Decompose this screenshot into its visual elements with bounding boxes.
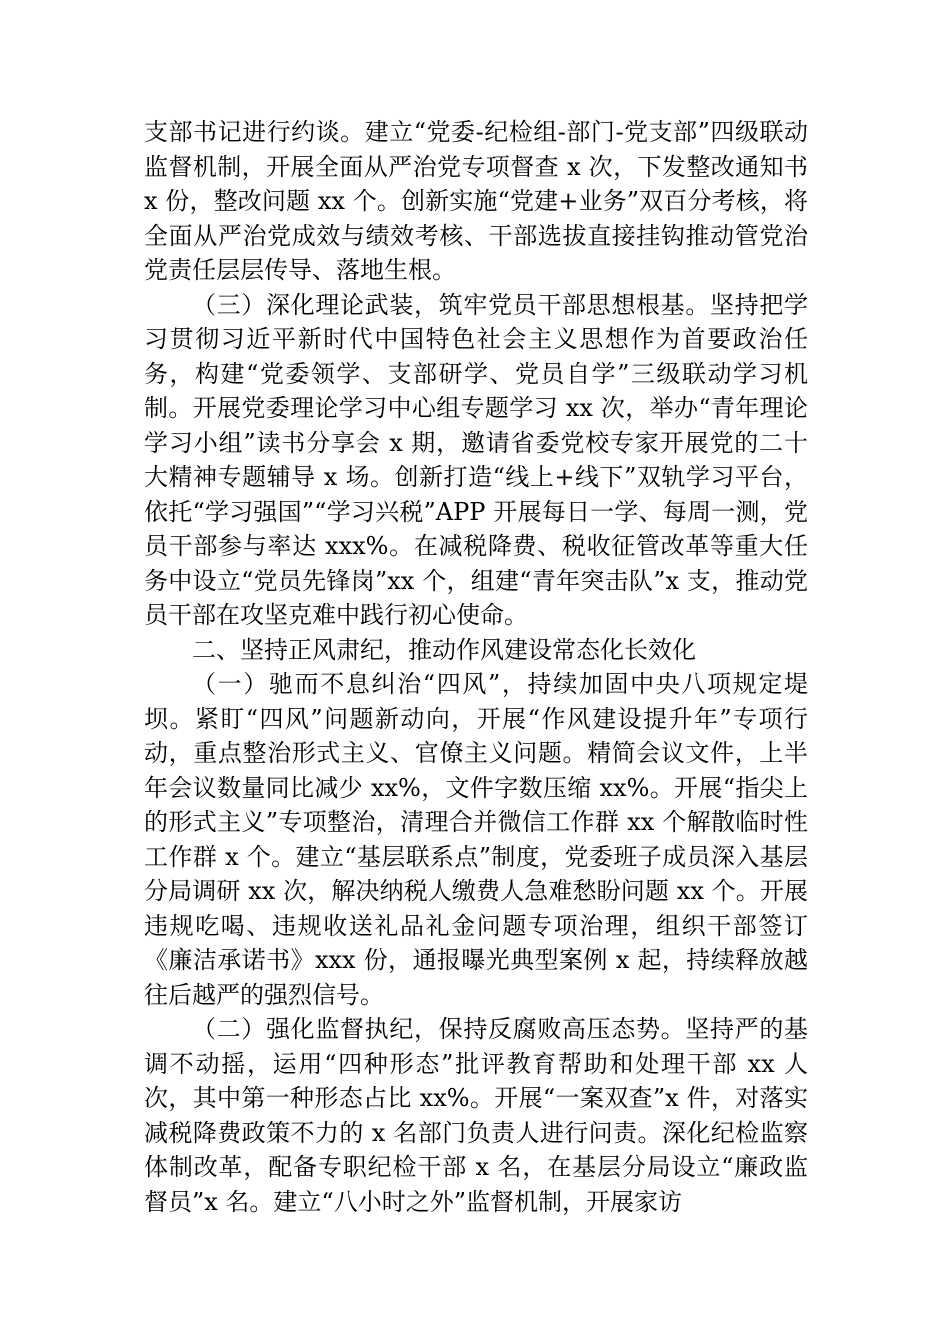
paragraph-four-winds: （一）驰而不息纠治“四风”，持续加固中央八项规定堤坝。紧盯“四风”问题新动向，开展“作风建设提升年”专项行动，重点整治形式主义、官僚主义问题。精简会议文件，上半年会议数量同比减少 xx%，文件字数压缩 xx%。开展“指尖上的形式主义”专项整治，清理合并微信工作群 xx 个解散临时性工作群 x 个。建立“基层联系点”制度，党委班子成员深入基层分局调研 xx 次，解决纳税人缴费人急难愁盼问题 xx 个。开展违规吃喝、违规收送礼品礼金问题专项治理，组织干部签订《廉洁承诺书》xxx 份，通报曝光典型案例 x 起，持续释放越往后越严的强烈信号。: [144, 670, 808, 1009]
paragraph-continuation: 支部书记进行约谈。建立“党委-纪检组-部门-党支部”四级联动监督机制，开展全面从严治党专项督查 x 次，下发整改通知书 x 份，整改问题 xx 个。创新实施“党建+业务”双百分考核，将全面从严治党成效与绩效考核、干部选拔直接挂钩推动管党治党责任层层传导、落地生根。: [144, 118, 808, 284]
section-heading-two: 二、坚持正风肃纪，推动作风建设常态化长效化: [192, 635, 696, 664]
document-body: [144, 115, 808, 1219]
paragraph-supervision: （二）强化监督执纪，保持反腐败高压态势。坚持严的基调不动摇，运用“四种形态”批评教育帮助和处理干部 xx 人次，其中第一种形态占比 xx%。开展“一案双查”x 件，对落实减税降费政策不力的 x 名部门负责人进行问责。深化纪检监察体制改革，配备专职纪检干部 x 名，在基层分局设立“廉政监督员”x 名。建立“八小时之外”监督机制，开展家访: [144, 1015, 808, 1216]
paragraph-theory-study: （三）深化理论武装，筑牢党员干部思想根基。坚持把学习贯彻习近平新时代中国特色社会主义思想作为首要政治任务，构建“党委领学、支部研学、党员自学”三级联动学习机制。开展党委理论学习中心组专题学习 xx 次，举办“青年理论学习小组”读书分享会 x 期，邀请省委党校专家开展党的二十大精神专题辅导 x 场。创新打造“线上+线下”双轨学习平台，依托“学习强国”“学习兴税”APP 开展每日一学、每周一测，党员干部参与率达 xxx%。在减税降费、税收征管改革等重大任务中设立“党员先锋岗”xx 个，组建“青年突击队”x 支，推动党员干部在攻坚克难中践行初心使命。: [144, 290, 808, 629]
